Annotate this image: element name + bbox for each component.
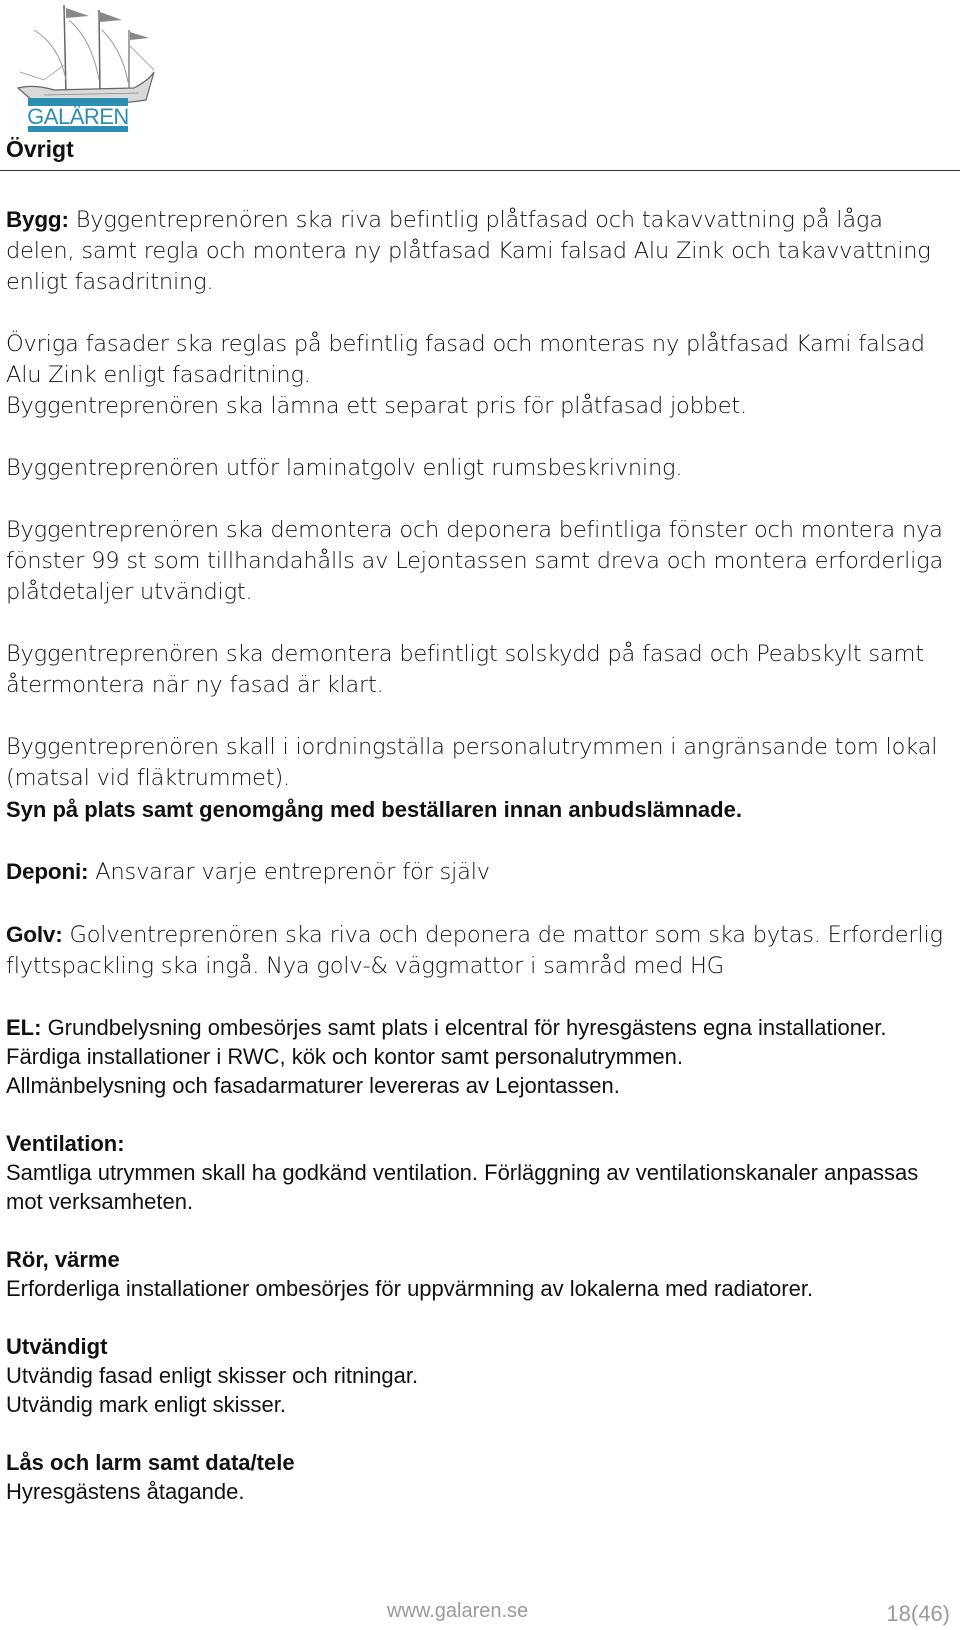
page-title: Övrigt (6, 136, 74, 162)
bygg-paragraph-4: Byggentreprenören ska demontera och deponera befintliga fönster och montera nya fönster 99 st som tillhandahålls av Lejontassen samt dreva och montera erforderliga plåtdetaljer utvändigt. (6, 517, 944, 605)
ror-text: Erforderliga installationer ombesörjes för uppvärmning av lokalerna med radiatorer. (6, 1276, 814, 1301)
footer-website-link[interactable]: www.galaren.se (387, 1600, 529, 1622)
utvandigt-heading: Utvändigt (6, 1334, 108, 1359)
ventilation-text: Samtliga utrymmen skall ha godkänd ventilation. Förläggning av ventilationskanaler anpassas mot verksamheten. (6, 1160, 919, 1214)
golv-label: Golv: (6, 922, 63, 947)
bygg-text-1: Byggentreprenören ska riva befintlig plåtfasad och takavvattning på låga delen, samt regla och montera ny plåtfasad Kami falsad Alu Zink och takavvattning enligt fasadritning. (6, 207, 931, 295)
bygg-paragraph-2b: Byggentreprenören ska lämna ett separat pris för plåtfasad jobbet. (6, 393, 747, 419)
golv-paragraph (6, 919, 956, 982)
utvandigt-line-2: Utvändig mark enligt skisser. (6, 1392, 286, 1417)
logo-wordmark: GALÄREN (27, 104, 129, 129)
las-heading: Lås och larm samt data/tele (6, 1450, 295, 1475)
deponi-label: Deponi: (6, 859, 89, 884)
bygg-label: Bygg: (6, 207, 69, 232)
bygg-paragraph-5: Byggentreprenören ska demontera befintligt solskydd på fasad och Peabskylt samt återmontera när ny fasad är klart. (6, 641, 924, 698)
deponi-text: Ansvarar varje entreprenör för själv (88, 859, 490, 885)
bygg-paragraph-6: Byggentreprenören skall i iordningställa personalutrymmen i angränsande tom lokal (matsal vid fläktrummet). (6, 734, 938, 791)
galaren-logo (14, 0, 164, 140)
las-text: Hyresgästens åtagande. (6, 1479, 245, 1504)
deponi-paragraph (6, 856, 956, 888)
el-paragraph (6, 1013, 956, 1042)
bygg-paragraph-7: Syn på plats samt genomgång med beställaren innan anbudslämnade. (6, 797, 742, 822)
el-text: Grundbelysning ombesörjes samt plats i elcentral för hyresgästens egna installationer. (41, 1015, 887, 1040)
ventilation-heading: Ventilation: (6, 1131, 125, 1156)
page-number: 18(46) (886, 1601, 950, 1626)
el-line-2: Färdiga installationer i RWC, kök och kontor samt personalutrymmen. (6, 1044, 683, 1069)
bygg-paragraph-1 (6, 204, 956, 298)
ror-heading: Rör, värme (6, 1247, 120, 1272)
document-body (6, 204, 956, 1506)
el-label: EL: (6, 1015, 42, 1040)
bygg-paragraph-2a: Övriga fasader ska reglas på befintlig fasad och monteras ny plåtfasad Kami falsad Alu Zink enligt fasadritning. (6, 331, 925, 388)
golv-text: Golventreprenören ska riva och deponera de mattor som ska bytas. Erforderlig flyttspackling ska ingå. Nya golv-& väggmattor i samråd med HG (6, 922, 943, 979)
galleon-ship-icon (14, 0, 164, 140)
utvandigt-line-1: Utvändig fasad enligt skisser och ritningar. (6, 1363, 419, 1388)
title-divider (0, 170, 960, 171)
el-line-3: Allmänbelysning och fasadarmaturer levereras av Lejontassen. (6, 1073, 620, 1098)
bygg-paragraph-3: Byggentreprenören utför laminatgolv enligt rumsbeskrivning. (6, 455, 683, 481)
